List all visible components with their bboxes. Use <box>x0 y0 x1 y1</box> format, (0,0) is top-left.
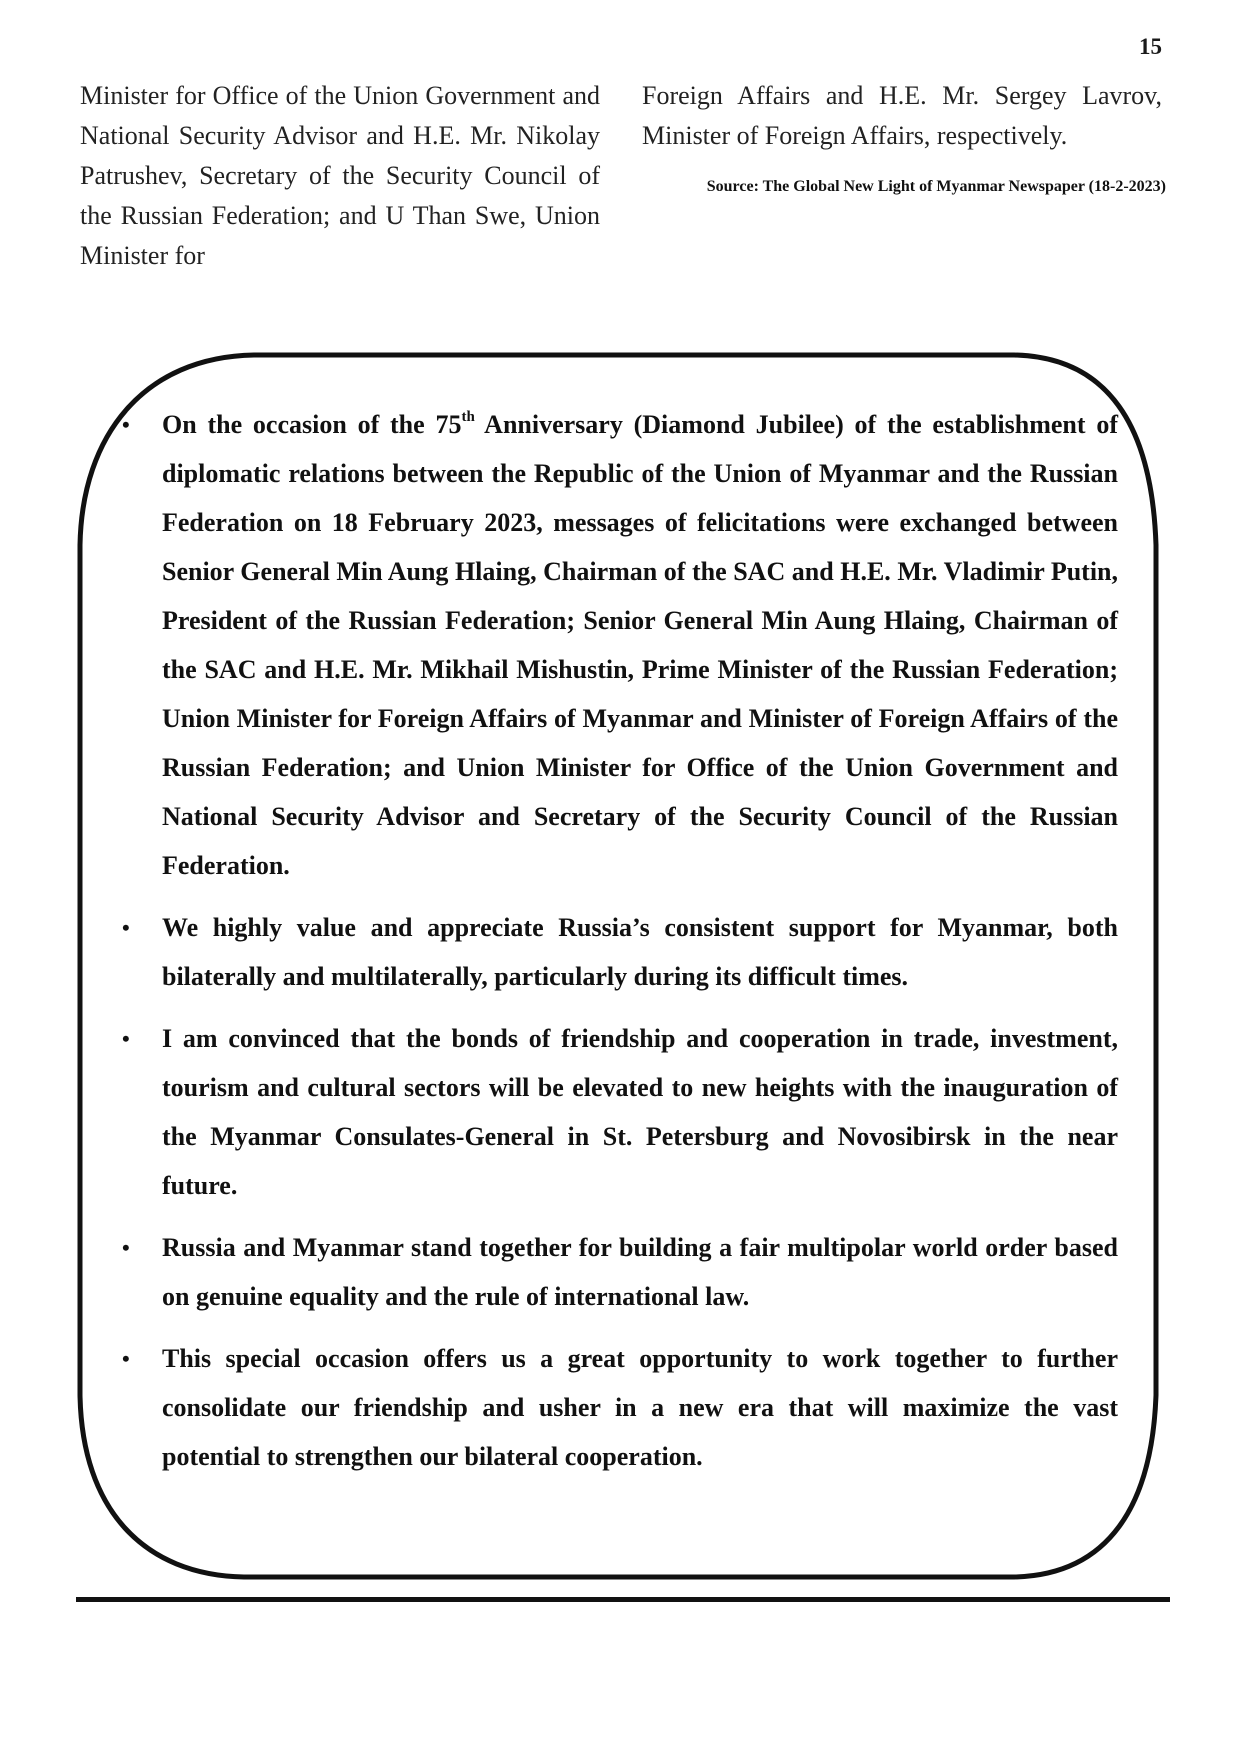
item3-text: I am convinced that the bonds of friendship and cooperation in trade, investment, tourism and cultural sectors will be elevated to new heights with the inauguration of the Myanmar Consulates-General in St. Petersburg and Novosibirsk in the near future. <box>162 1024 1118 1200</box>
right-column-text: Foreign Affairs and H.E. Mr. Sergey Lavrov, Minister of Foreign Affairs, respectively. <box>642 81 1162 150</box>
bullet-list <box>122 400 1118 1481</box>
item1-text-end: Anniversary (Diamond Jubilee) of the establishment of diplomatic relations between the Republic of the Union of Myanmar and the Russian Federation on 18 February 2023, messages of felicitations were exchanged between Senior General Min Aung Hlaing, Chairman of the SAC and H.E. Mr. Vladimir Putin, President of the Russian Federation; Senior General Min Aung Hlaing, Chairman of the SAC and H.E. Mr. Mikhail Mishustin, Prime Minister of the Russian Federation; Union Minister for Foreign Affairs of Myanmar and Minister of Foreign Affairs of the Russian Federation; and Union Minister for Office of the Union Government and National Security Advisor and Secretary of the Security Council of the Russian Federation. <box>162 410 1118 880</box>
bullet-icon: • <box>122 1235 130 1260</box>
list-item-2 <box>122 903 1118 1001</box>
bullet-icon: • <box>122 1026 130 1051</box>
bottom-rule <box>76 1597 1170 1602</box>
bullet-icon: • <box>122 915 130 940</box>
source-citation: Source: The Global New Light of Myanmar Newspaper (18-2-2023) <box>706 178 1166 195</box>
list-item-1 <box>122 400 1118 890</box>
right-column <box>642 76 1166 198</box>
item2-text: We highly value and appreciate Russia’s consistent support for Myanmar, both bilaterally and multilaterally, particularly during its difficult times. <box>162 913 1118 991</box>
ordinal-suffix: th <box>461 409 475 425</box>
box-content <box>122 400 1118 1494</box>
page-number: 15 <box>1139 34 1162 59</box>
list-item-3 <box>122 1014 1118 1210</box>
item1-text-start: On the occasion of the 75 <box>162 410 462 439</box>
left-column-text: Minister for Office of the Union Government and National Security Advisor and H.E. Mr. Nikolay Patrushev, Secretary of the Security Council of the Russian Federation; and U Than Swe, Union Minister for <box>80 81 600 270</box>
item4-text: Russia and Myanmar stand together for building a fair multipolar world order based on genuine equality and the rule of international law. <box>162 1233 1118 1311</box>
list-item-5 <box>122 1334 1118 1481</box>
item5-text: This special occasion offers us a great opportunity to work together to further consolidate our friendship and usher in a new era that will maximize the vast potential to strengthen our bilateral cooperation. <box>162 1344 1118 1471</box>
list-item-4 <box>122 1223 1118 1321</box>
bullet-icon: • <box>122 1346 130 1371</box>
bullet-icon: • <box>122 412 130 437</box>
